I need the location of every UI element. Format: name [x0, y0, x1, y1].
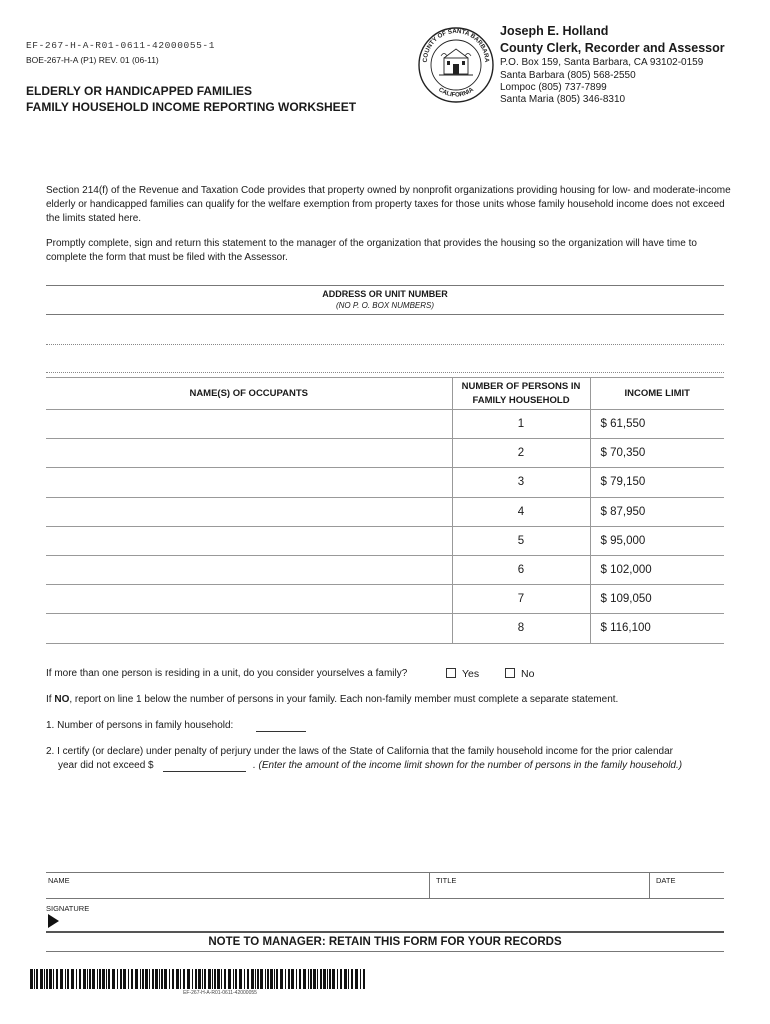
persons-count-cell: 8	[452, 614, 590, 643]
header-names: NAME(S) OF OCCUPANTS	[46, 378, 452, 410]
occupant-name-field[interactable]	[46, 555, 452, 584]
line-2-certification: 2. I certify (or declare) under penalty of perjury under the laws of the State of California that the family household income for the prior calendar	[46, 746, 673, 757]
occupant-name-field[interactable]	[46, 526, 452, 555]
table-row	[46, 526, 724, 555]
persons-count-cell: 6	[452, 555, 590, 584]
divider	[46, 931, 724, 933]
persons-count-cell: 2	[452, 439, 590, 468]
office-address: P.O. Box 159, Santa Barbara, CA 93102-0159	[500, 57, 704, 68]
occupant-name-field[interactable]	[46, 614, 452, 643]
income-limit-cell: $ 79,150	[590, 468, 724, 497]
table-row	[46, 614, 724, 643]
signature-label: SIGNATURE	[46, 904, 90, 913]
manager-note: NOTE TO MANAGER: RETAIN THIS FORM FOR YOUR RECORDS	[208, 936, 562, 948]
form-title-line2: FAMILY HOUSEHOLD INCOME REPORTING WORKSHEET	[26, 100, 357, 114]
divider	[46, 951, 724, 952]
clerk-name: Joseph E. Holland	[500, 24, 609, 38]
title-field[interactable]	[430, 872, 650, 898]
persons-count-cell: 4	[452, 497, 590, 526]
occupant-name-field[interactable]	[46, 497, 452, 526]
if-no-instruction	[46, 694, 618, 705]
table-row	[46, 439, 724, 468]
barcode-text: EF-267-H-A-R01-0611-42000055	[183, 990, 257, 996]
address-field-sublabel: (NO P. O. BOX NUMBERS)	[335, 301, 435, 310]
no-label: No	[521, 668, 535, 680]
intro-paragraph-2: Promptly complete, sign and return this statement to the manager of the organization that provides the housing so the organization will have time to complete the form that must be filed with the Assessor.	[46, 238, 697, 263]
occupant-name-field[interactable]	[46, 439, 452, 468]
divider	[46, 285, 724, 286]
line-2-note: . (Enter the amount of the income limit shown for the number of persons in the family household.)	[253, 760, 683, 771]
title-label: TITLE	[436, 876, 457, 885]
name-field[interactable]	[46, 872, 430, 898]
income-limit-cell: $ 70,350	[590, 439, 724, 468]
address-input-line[interactable]	[46, 344, 724, 345]
line-2-income-prompt: year did not exceed $	[58, 760, 154, 771]
date-field[interactable]	[650, 872, 724, 898]
income-limit-cell: $ 109,050	[590, 585, 724, 614]
occupant-name-field[interactable]	[46, 468, 452, 497]
phone-santa-maria: Santa Maria (805) 346-8310	[500, 94, 626, 105]
intro-paragraph-1: Section 214(f) of the Revenue and Taxation Code provides that property owned by nonprofit organizations providing housing for low- and moderate-income elderly or handicapped families can qualify for the welfare exemption from property taxes for those units whose family household income does not exceed the limits stated here.	[46, 185, 731, 224]
if-no-bold: NO	[54, 694, 70, 705]
divider	[46, 314, 724, 315]
form-title-line1: ELDERLY OR HANDICAPPED FAMILIES	[26, 84, 253, 98]
family-question: If more than one person is residing in a unit, do you consider yourselves a family?	[46, 668, 408, 679]
income-limit-cell: $ 95,000	[590, 526, 724, 555]
persons-count-cell: 7	[452, 585, 590, 614]
address-field-label: ADDRESS OR UNIT NUMBER	[322, 289, 448, 299]
header-persons-line2: FAMILY HOUSEHOLD	[472, 394, 570, 406]
name-label: NAME	[48, 876, 70, 885]
no-checkbox[interactable]	[505, 668, 515, 678]
income-limit-cell: $ 87,950	[590, 497, 724, 526]
if-no-rest: , report on line 1 below the number of persons in your family. Each non-family member must complete a separate statement.	[69, 694, 619, 705]
seal-text-top: COUNTY OF SANTA BARBARA	[421, 27, 491, 63]
income-limit-cell: $ 116,100	[590, 614, 724, 643]
phone-santa-barbara: Santa Barbara (805) 568-2550	[500, 70, 636, 81]
occupant-name-field[interactable]	[46, 410, 452, 439]
divider	[46, 898, 724, 899]
income-limit-cell: $ 102,000	[590, 555, 724, 584]
date-label: DATE	[656, 876, 676, 885]
divider	[46, 372, 724, 373]
county-seal-icon	[417, 18, 495, 112]
seal-text-bottom: CALIFORNIA	[437, 86, 475, 99]
barcode-icon	[30, 969, 366, 989]
table-row	[46, 410, 724, 439]
table-row	[46, 585, 724, 614]
persons-count-cell: 1	[452, 410, 590, 439]
yes-label: Yes	[462, 668, 480, 680]
clerk-role: County Clerk, Recorder and Assessor	[500, 41, 725, 55]
table-row	[46, 497, 724, 526]
signature-arrow-icon[interactable]	[48, 914, 59, 928]
persons-count-field[interactable]	[256, 731, 306, 732]
svg-text:CALIFORNIA	[437, 86, 475, 99]
income-amount-field[interactable]	[163, 771, 246, 772]
persons-count-cell: 5	[452, 526, 590, 555]
header-income: INCOME LIMIT	[590, 378, 724, 410]
income-limit-table	[46, 377, 724, 644]
header-persons	[452, 378, 590, 410]
table-row	[46, 468, 724, 497]
line-1-question: 1. Number of persons in family household:	[46, 720, 234, 731]
persons-count-cell: 3	[452, 468, 590, 497]
if-no-prefix: If	[46, 694, 52, 705]
phone-lompoc: Lompoc (805) 737-7899	[500, 82, 607, 93]
form-revision: BOE-267-H-A (P1) REV. 01 (06-11)	[26, 55, 159, 65]
income-limit-cell: $ 61,550	[590, 410, 724, 439]
form-code: EF-267-H-A-R01-0611-42000055-1	[26, 40, 216, 51]
yes-checkbox[interactable]	[446, 668, 456, 678]
occupant-name-field[interactable]	[46, 585, 452, 614]
table-row	[46, 555, 724, 584]
header-persons-line1: NUMBER OF PERSONS IN	[461, 380, 581, 392]
